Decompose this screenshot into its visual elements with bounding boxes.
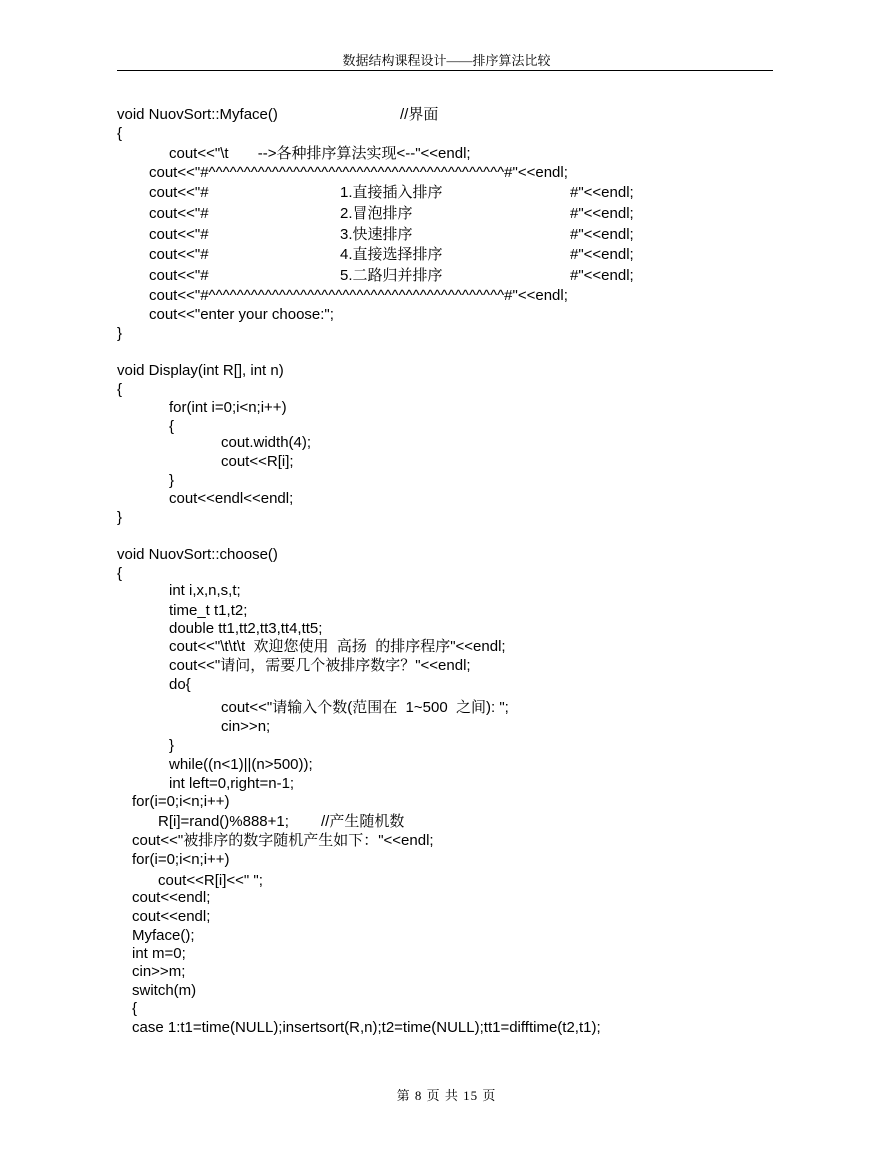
code-line: void NuovSort::Myface() — [117, 106, 278, 123]
code-line: { — [117, 381, 123, 398]
code-line: #"<<endl; — [570, 226, 634, 243]
code-line: { — [117, 125, 123, 142]
code-line: cout<<endl; — [132, 889, 211, 906]
code-line: 2.冒泡排序 — [340, 205, 413, 222]
code-line: for(int i=0;i<n;i++) — [169, 399, 287, 416]
code-line: { — [169, 418, 175, 435]
code-line: cout<<R[i]<<" "; — [158, 872, 263, 889]
code-line: cout<<"# — [149, 205, 209, 222]
code-line: cout<<"请问，需要几个被排序数字？"<<endl; — [169, 657, 471, 674]
code-line: cout<<R[i]; — [221, 453, 294, 470]
code-line: #"<<endl; — [570, 246, 634, 263]
code-line: } — [117, 325, 123, 342]
code-line: #"<<endl; — [570, 205, 634, 222]
code-line: //界面 — [400, 106, 439, 123]
code-line: #"<<endl; — [570, 184, 634, 201]
code-line: Myface(); — [132, 927, 195, 944]
code-line: cout.width(4); — [221, 434, 312, 451]
code-line: void Display(int R[], int n) — [117, 362, 284, 379]
code-line: case 1:t1=time(NULL);insertsort(R,n);t2=time(NULL);tt1=difftime(t2,t1); — [132, 1019, 601, 1036]
code-line: { — [117, 565, 123, 582]
code-line: double tt1,tt2,tt3,tt4,tt5; — [169, 620, 323, 637]
page-header-title: 数据结构课程设计——排序算法比较 — [342, 53, 551, 68]
code-line: R[i]=rand()%888+1; — [158, 813, 289, 830]
code-line: cout<<"#^^^^^^^^^^^^^^^^^^^^^^^^^^^^^^^^^^^^^^^^^^#"<<endl; — [149, 287, 568, 304]
code-line: { — [132, 1000, 138, 1017]
code-line: cout<<endl; — [132, 908, 211, 925]
code-line: 3.快速排序 — [340, 226, 413, 243]
code-line: switch(m) — [132, 982, 197, 999]
code-line: cout<<"\t -->各种排序算法实现<--"<<endl; — [169, 145, 471, 162]
code-line: } — [169, 737, 175, 754]
code-line: cin>>m; — [132, 963, 186, 980]
code-line: cout<<"请输入个数(范围在 1~500 之间): "; — [221, 699, 509, 716]
code-line: for(i=0;i<n;i++) — [132, 851, 230, 868]
code-line: #"<<endl; — [570, 267, 634, 284]
code-line: 4.直接选择排序 — [340, 246, 443, 263]
code-line: while((n<1)||(n>500)); — [169, 756, 313, 773]
code-line: time_t t1,t2; — [169, 602, 248, 619]
code-line: } — [117, 509, 123, 526]
code-line: cout<<"# — [149, 267, 209, 284]
code-line: cout<<"# — [149, 246, 209, 263]
code-line: cout<<"# — [149, 184, 209, 201]
code-line: cin>>n; — [221, 718, 271, 735]
code-line: } — [169, 472, 175, 489]
code-line: cout<<"被排序的数字随机产生如下："<<endl; — [132, 832, 434, 849]
code-line: 1.直接插入排序 — [340, 184, 443, 201]
code-line: cout<<"enter your choose:"; — [149, 306, 334, 323]
code-line: int i,x,n,s,t; — [169, 582, 241, 599]
code-line: cout<<"\t\t\t 欢迎您使用 高扬 的排序程序"<<endl; — [169, 638, 506, 655]
page-footer: 第 8 页 共 15 页 — [396, 1088, 497, 1103]
code-line: 5.二路归并排序 — [340, 267, 443, 284]
code-line: cout<<"# — [149, 226, 209, 243]
code-line: //产生随机数 — [321, 813, 405, 830]
code-line: int m=0; — [132, 945, 186, 962]
code-line: do{ — [169, 676, 191, 693]
code-line: for(i=0;i<n;i++) — [132, 793, 230, 810]
code-line: cout<<endl<<endl; — [169, 490, 294, 507]
code-line: int left=0,right=n-1; — [169, 775, 295, 792]
code-line: cout<<"#^^^^^^^^^^^^^^^^^^^^^^^^^^^^^^^^^^^^^^^^^^#"<<endl; — [149, 164, 568, 181]
code-line: void NuovSort::choose() — [117, 546, 278, 563]
